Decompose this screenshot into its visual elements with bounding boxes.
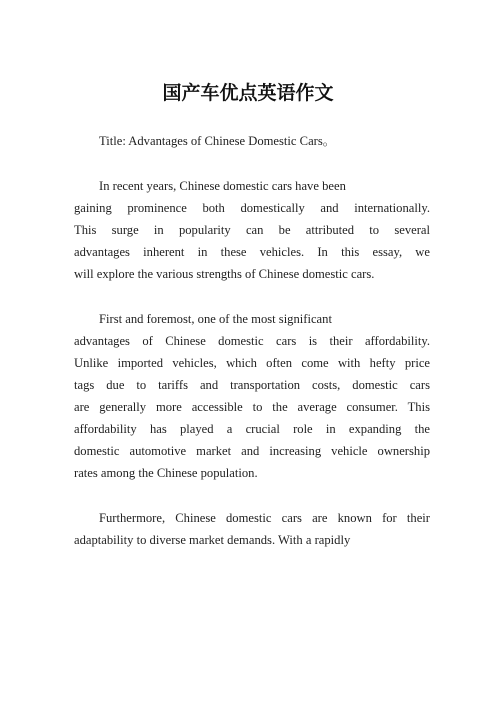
paragraph-line: Title: Advantages of Chinese Domestic Cars。 — [99, 134, 336, 148]
paragraph-line: domestic automotive market and increasing vehicle ownership — [74, 444, 430, 458]
paragraph-line: Unlike imported vehicles, which often come with hefty price — [74, 356, 430, 370]
paragraph-line: adaptability to diverse market demands. With a rapidly — [74, 533, 351, 547]
intro-paragraph — [74, 175, 430, 285]
essay-title-paragraph — [74, 130, 430, 152]
paragraph-line: advantages of Chinese domestic cars is their affordability. — [74, 334, 430, 348]
paragraph-line: advantages inherent in these vehicles. In this essay, we — [74, 245, 430, 259]
paragraph-line: affordability has played a crucial role in expanding the — [74, 422, 430, 436]
affordability-paragraph — [74, 308, 430, 484]
adaptability-paragraph — [74, 507, 430, 551]
paragraph-line: This surge in popularity can be attributed to several — [74, 223, 430, 237]
paragraph-line: will explore the various strengths of Chinese domestic cars. — [74, 267, 375, 281]
paragraph-line: rates among the Chinese population. — [74, 466, 258, 480]
paragraph-line: In recent years, Chinese domestic cars have been — [99, 179, 346, 193]
document-body — [74, 130, 430, 574]
paragraph-line: tags due to tariffs and transportation costs, domestic cars — [74, 378, 430, 392]
paragraph-line: gaining prominence both domestically and internationally. — [74, 201, 430, 215]
paragraph-line: are generally more accessible to the average consumer. This — [74, 400, 430, 414]
paragraph-line: Furthermore, Chinese domestic cars are known for their — [99, 511, 430, 525]
document-heading: 国产车优点英语作文 — [162, 82, 334, 104]
paragraph-line: First and foremost, one of the most significant — [99, 312, 332, 326]
